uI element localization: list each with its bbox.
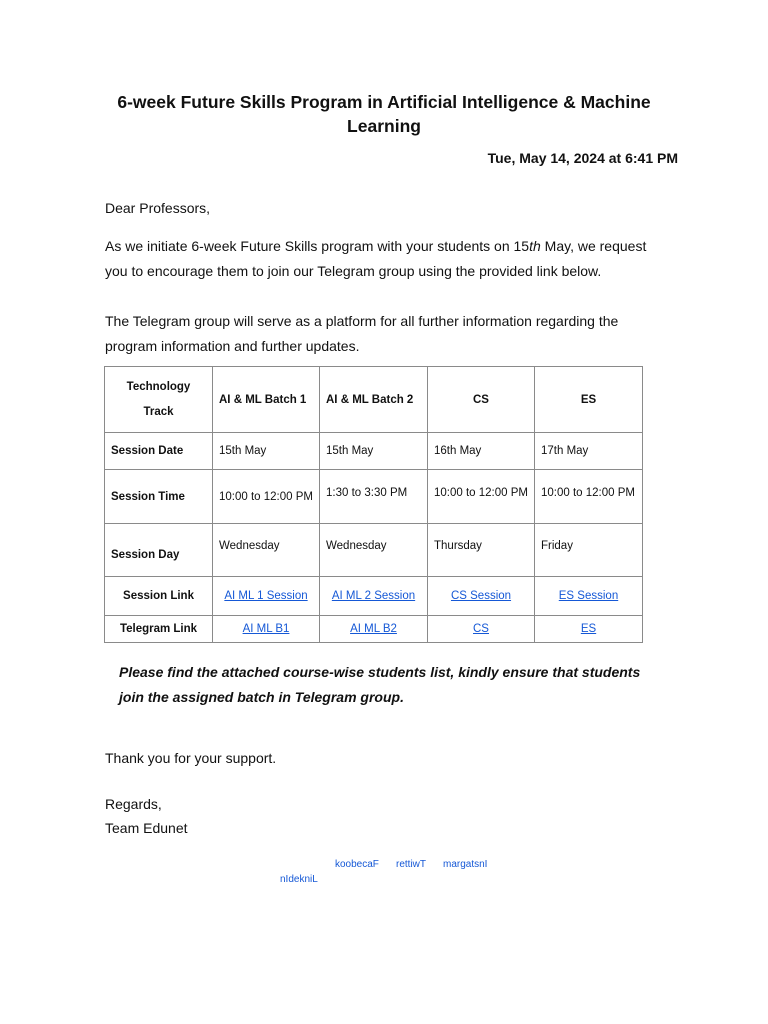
header-track: Track <box>143 405 174 418</box>
table-row-session-time <box>105 470 643 524</box>
signature: Team Edunet <box>105 820 188 836</box>
row-label-telegram-link: Telegram Link <box>105 616 213 643</box>
cell-telegram-aiml2 <box>320 616 428 643</box>
table-row-session-day <box>105 524 643 577</box>
cell-time-cs: 10:00 to 12:00 PM <box>428 470 535 524</box>
cs-session-link[interactable]: CS Session <box>450 590 512 602</box>
cell-session-link-cs <box>428 577 535 616</box>
cell-date-aiml2: 15th May <box>320 433 428 470</box>
regards-line: Regards, <box>105 796 162 812</box>
cell-time-aiml2: 1:30 to 3:30 PM <box>320 470 428 524</box>
ordinal-suffix: th <box>529 238 541 254</box>
cell-time-es: 10:00 to 12:00 PM <box>535 470 643 524</box>
row-label-session-day: Session Day <box>105 524 213 577</box>
cell-date-es: 17th May <box>535 433 643 470</box>
es-telegram-link[interactable]: ES <box>580 623 597 635</box>
cell-telegram-es <box>535 616 643 643</box>
email-date: Tue, May 14, 2024 at 6:41 PM <box>487 150 678 166</box>
table-header-row <box>105 367 643 433</box>
cs-telegram-link[interactable]: CS <box>473 623 489 635</box>
cell-day-es: Friday <box>535 524 643 577</box>
cell-date-cs: 16th May <box>428 433 535 470</box>
row-label-session-link: Session Link <box>105 577 213 616</box>
table-row-session-date <box>105 433 643 470</box>
header-aiml-batch1: AI & ML Batch 1 <box>213 367 320 433</box>
paragraph-telegram: The Telegram group will serve as a platform for all further information regarding the program information and further updates. <box>105 313 619 354</box>
table-row-telegram-link <box>105 616 643 643</box>
schedule-table <box>104 366 643 643</box>
table-row-session-link <box>105 577 643 616</box>
paragraph-intro-part2: May, we request you to encourage them to join our Telegram group using the provided link below. <box>105 238 647 279</box>
cell-session-link-aiml1 <box>213 577 320 616</box>
aiml-b2-telegram-link[interactable]: AI ML B2 <box>350 623 397 635</box>
cell-time-aiml1: 10:00 to 12:00 PM <box>213 470 320 524</box>
cell-day-aiml1: Wednesday <box>213 524 320 577</box>
facebook-link[interactable]: koobecaF <box>335 859 379 870</box>
header-cs: CS <box>428 367 535 433</box>
paragraph-intro-part1: As we initiate 6-week Future Skills program with your students on 15 <box>105 238 530 254</box>
document-title: 6-week Future Skills Program in Artificial Intelligence & Machine Learning <box>117 92 651 136</box>
row-label-session-time: Session Time <box>105 470 213 524</box>
header-es: ES <box>535 367 643 433</box>
cell-telegram-cs <box>428 616 535 643</box>
aiml1-session-link[interactable]: AI ML 1 Session <box>224 590 308 602</box>
row-label-session-date: Session Date <box>105 433 213 470</box>
es-session-link[interactable]: ES Session <box>558 590 619 602</box>
cell-day-aiml2: Wednesday <box>320 524 428 577</box>
cell-day-cs: Thursday <box>428 524 535 577</box>
aiml2-session-link[interactable]: AI ML 2 Session <box>331 590 416 602</box>
linkedin-link[interactable]: nIdekniL <box>280 874 318 885</box>
greeting: Dear Professors, <box>105 200 211 216</box>
instagram-link[interactable]: margatsnI <box>443 859 488 870</box>
header-aiml-batch2: AI & ML Batch 2 <box>320 367 428 433</box>
thanks-line: Thank you for your support. <box>105 750 277 766</box>
twitter-link[interactable]: rettiwT <box>396 859 426 870</box>
paragraph-intro <box>105 234 665 283</box>
cell-session-link-es <box>535 577 643 616</box>
cell-date-aiml1: 15th May <box>213 433 320 470</box>
aiml-b1-telegram-link[interactable]: AI ML B1 <box>242 623 290 635</box>
cell-session-link-aiml2 <box>320 577 428 616</box>
header-technology: Technology <box>126 380 191 393</box>
header-technology-track <box>105 367 213 433</box>
students-list-note: Please find the attached course-wise students list, kindly ensure that students join the assigned batch in Telegram group. <box>119 664 641 705</box>
cell-telegram-aiml1 <box>213 616 320 643</box>
